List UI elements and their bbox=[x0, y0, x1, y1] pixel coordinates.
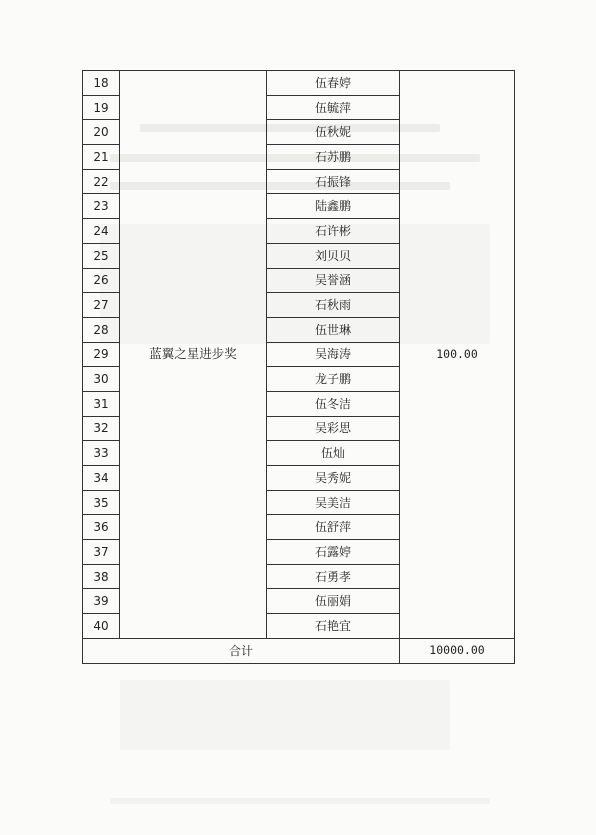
row-number: 28 bbox=[83, 317, 120, 342]
bleed-through-mark bbox=[110, 798, 490, 804]
student-name: 伍舒萍 bbox=[267, 515, 400, 540]
table-row bbox=[83, 71, 515, 96]
row-number: 33 bbox=[83, 441, 120, 466]
award-table-body bbox=[83, 71, 515, 664]
row-number: 27 bbox=[83, 293, 120, 318]
row-number: 36 bbox=[83, 515, 120, 540]
student-name: 石艳宜 bbox=[267, 614, 400, 639]
row-number: 24 bbox=[83, 219, 120, 244]
student-name: 伍毓萍 bbox=[267, 95, 400, 120]
student-name: 龙子鹏 bbox=[267, 367, 400, 392]
student-name: 伍世琳 bbox=[267, 317, 400, 342]
student-name: 吴美洁 bbox=[267, 490, 400, 515]
row-number: 18 bbox=[83, 71, 120, 96]
student-name: 石秋雨 bbox=[267, 293, 400, 318]
row-number: 23 bbox=[83, 194, 120, 219]
row-number: 34 bbox=[83, 466, 120, 491]
student-name: 吴秀妮 bbox=[267, 466, 400, 491]
award-amount: 100.00 bbox=[400, 71, 515, 639]
row-number: 25 bbox=[83, 243, 120, 268]
row-number: 19 bbox=[83, 95, 120, 120]
student-name: 伍秋妮 bbox=[267, 120, 400, 145]
student-name: 伍灿 bbox=[267, 441, 400, 466]
student-name: 伍冬洁 bbox=[267, 391, 400, 416]
row-number: 35 bbox=[83, 490, 120, 515]
bleed-through-mark bbox=[120, 680, 450, 750]
student-name: 刘贝贝 bbox=[267, 243, 400, 268]
student-name: 石振锋 bbox=[267, 169, 400, 194]
row-number: 39 bbox=[83, 589, 120, 614]
student-name: 石许彬 bbox=[267, 219, 400, 244]
total-label: 合计 bbox=[83, 638, 400, 663]
student-name: 吴誉涵 bbox=[267, 268, 400, 293]
row-number: 32 bbox=[83, 416, 120, 441]
student-name: 石勇孝 bbox=[267, 564, 400, 589]
total-amount: 10000.00 bbox=[400, 638, 515, 663]
award-category: 蓝翼之星进步奖 bbox=[120, 71, 267, 639]
row-number: 38 bbox=[83, 564, 120, 589]
row-number: 22 bbox=[83, 169, 120, 194]
row-number: 20 bbox=[83, 120, 120, 145]
row-number: 21 bbox=[83, 145, 120, 170]
row-number: 26 bbox=[83, 268, 120, 293]
award-table bbox=[82, 70, 515, 664]
total-row bbox=[83, 638, 515, 663]
student-name: 吴彩思 bbox=[267, 416, 400, 441]
student-name: 石露婷 bbox=[267, 540, 400, 565]
row-number: 40 bbox=[83, 614, 120, 639]
student-name: 陆鑫鹏 bbox=[267, 194, 400, 219]
student-name: 伍春婷 bbox=[267, 71, 400, 96]
student-name: 吴海涛 bbox=[267, 342, 400, 367]
row-number: 31 bbox=[83, 391, 120, 416]
row-number: 37 bbox=[83, 540, 120, 565]
row-number: 29 bbox=[83, 342, 120, 367]
student-name: 石苏鹏 bbox=[267, 145, 400, 170]
row-number: 30 bbox=[83, 367, 120, 392]
student-name: 伍丽娟 bbox=[267, 589, 400, 614]
